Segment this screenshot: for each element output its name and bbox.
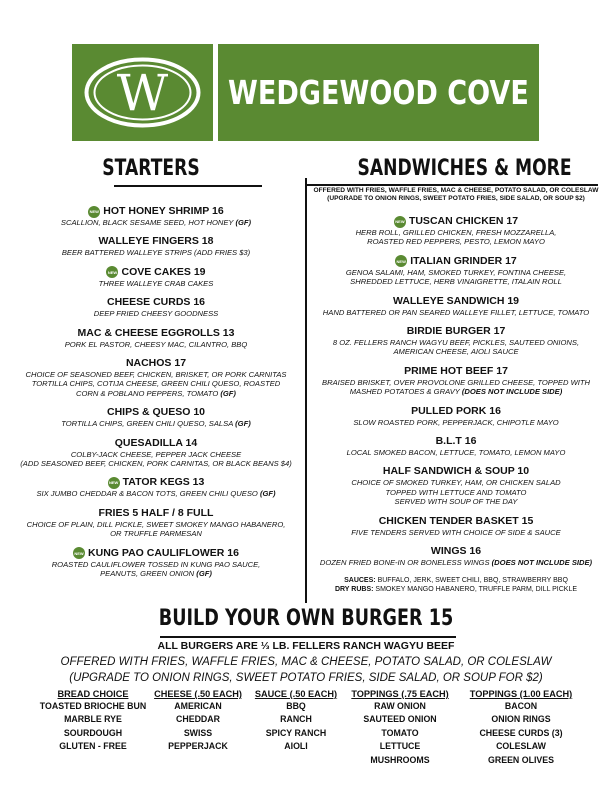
menu-item-name-row: [306, 405, 606, 418]
menu-item-note: (DOES NOT INCLUDE SIDE): [491, 558, 593, 568]
menu-item-name-row: [8, 357, 304, 370]
new-badge-icon: NEW: [106, 266, 118, 278]
burger-option-item: BACON: [504, 701, 538, 711]
menu-item: [306, 435, 606, 457]
menu-item-name: WINGS 16: [430, 545, 482, 558]
logo: [72, 44, 213, 141]
menu-item: [306, 405, 606, 427]
menu-item-name-row: [8, 266, 304, 279]
menu-item: [306, 365, 606, 397]
menu-item: [8, 357, 304, 398]
menu-item-description: SCALLION, BLACK SESAME SEED, HOT HONEY (GF): [60, 218, 252, 227]
burger-option-item: LETTUCE: [379, 741, 421, 752]
menu-item: [306, 215, 606, 247]
menu-item-name-row: [306, 545, 606, 558]
burger-option-item: SWISS: [183, 727, 213, 738]
menu-item: [306, 515, 606, 537]
menu-item-description: 8 OZ. FELLERS RANCH WAGYU BEEF, PICKLES, SAUTEED ONIONS, AMERICAN CHEESE, AIOLI SAUCE: [332, 338, 580, 357]
burger-option-item: RAW ONION: [374, 701, 426, 711]
menu-item-name-row: [8, 406, 304, 419]
menu-item-name: CHICKEN TENDER BASKET 15: [378, 514, 534, 527]
menu-item-description: GENOA SALAMI, HAM, SMOKED TURKEY, FONTINA CHEESE, SHREDDED LETTUCE, HERB VINAIGRETTE, ITALAIN ROLL: [345, 267, 567, 287]
menu-item-name: BIRDIE BURGER 17: [406, 325, 506, 338]
burger-option-item: PEPPERJACK: [168, 741, 228, 752]
burger-option-column: [142, 688, 254, 754]
menu-item: [8, 266, 304, 288]
menu-item-name-row: [306, 465, 606, 478]
menu-item-name: WALLEYE FINGERS 18: [98, 235, 214, 248]
menu-item-description: DOZEN FRIED BONE-IN OR BONELESS WINGS (DOES NOT INCLUDE SIDE): [319, 558, 593, 568]
burger-option-heading: BREAD CHOICE: [57, 689, 129, 699]
burger-option-item: COLESLAW: [496, 741, 546, 752]
menu-item-name-row: [306, 295, 606, 308]
gluten-free-tag: (GF): [235, 218, 252, 227]
menu-item-description: HAND BATTERED OR PAN SEARED WALLEYE FILLET, LETTUCE, TOMATO: [322, 307, 590, 317]
menu-item-name-row: [8, 296, 304, 309]
burger-option-heading: TOPPINGS (1.00 EACH): [469, 689, 573, 699]
burger-option-item: SAUTEED ONION: [363, 714, 437, 725]
menu-item: [8, 205, 304, 227]
burger-option-item: ONION RINGS: [491, 714, 551, 725]
menu-item-description: BRAISED BRISKET, OVER PROVOLONE GRILLED CHEESE, TOPPED WITH MASHED POTATOES & GRAVY (DOES NOT INCLUDE SIDE): [322, 377, 590, 397]
menu-item-description: FIVE TENDERS SERVED WITH CHOICE OF SIDE & SAUCE: [351, 527, 561, 537]
menu-item-description: TORTILLA CHIPS, GREEN CHILI QUESO, SALSA (GF): [61, 419, 251, 429]
starters-list: [8, 205, 304, 587]
burger-option-item: BBQ: [286, 701, 306, 711]
sandwiches-rule: [306, 184, 598, 186]
burger-option-column: [344, 688, 456, 767]
menu-item-name-row: [306, 435, 606, 448]
menu-item-name: HALF SANDWICH & SOUP 10: [382, 465, 530, 478]
menu-item-description: DEEP FRIED CHEESY GOODNESS: [93, 309, 219, 319]
menu-item-name: TUSCAN CHICKEN 17: [408, 215, 519, 227]
menu-item-name: TATOR KEGS 13: [122, 476, 205, 489]
burger-option-heading: CHEESE (.50 EACH): [154, 689, 242, 699]
menu-item-name: PULLED PORK 16: [411, 404, 501, 417]
starters-rule: [114, 185, 262, 187]
burger-option-column: [246, 688, 346, 754]
burger-option-item: GLUTEN - FREE: [59, 741, 127, 752]
new-badge-icon: NEW: [108, 477, 120, 489]
burger-heading: BUILD YOUR OWN BURGER 15: [158, 606, 454, 631]
menu-item-description: CHOICE OF PLAIN, DILL PICKLE, SWEET SMOKEY MANGO HABANERO, OR TRUFFLE PARMESAN: [26, 519, 286, 539]
menu-item: [8, 476, 304, 498]
gluten-free-tag: (GF): [196, 569, 212, 579]
burger-option-item: AMERICAN: [174, 701, 222, 711]
menu-item: [8, 235, 304, 257]
menu-item: [8, 507, 304, 539]
menu-item-name: ITALIAN GRINDER 17: [410, 254, 517, 267]
menu-item-description: SIX JUMBO CHEDDAR & BACON TOTS, GREEN CHILI QUESO (GF): [36, 489, 276, 499]
restaurant-title: WEDGEWOOD COVE: [228, 73, 529, 112]
menu-item-name-row: [8, 507, 304, 520]
new-badge-icon: NEW: [73, 547, 85, 559]
sandwiches-side-note: OFFERED WITH FRIES, WAFFLE FRIES, MAC & CHEESE, POTATO SALAD, OR COLESLAW (UPGRADE TO ONION RINGS, SWEET POTATO FRIES, SIDE SALAD, OR SOUP $2): [313, 187, 599, 202]
menu-item-name: PRIME HOT BEEF 17: [404, 364, 508, 377]
burger-option-item: RANCH: [280, 714, 312, 725]
menu-item-name: B.L.T 16: [435, 435, 477, 448]
burger-option-item: AIOLI: [284, 741, 308, 752]
burger-rule: [160, 636, 456, 638]
gluten-free-tag: (GF): [220, 388, 236, 398]
burger-option-item: CHEESE CURDS (3): [479, 727, 563, 738]
menu-item-name: WALLEYE SANDWICH 19: [392, 294, 519, 307]
burger-offer-line1: OFFERED WITH FRIES, WAFFLE FRIES, MAC & CHEESE, POTATO SALAD, OR COLESLAW: [60, 656, 552, 668]
menu-item: [306, 255, 606, 287]
menu-item: [306, 465, 606, 506]
menu-item: [8, 406, 304, 428]
menu-item-name: COVE CAKES 19: [121, 265, 206, 278]
burger-option-item: TOMATO: [381, 727, 419, 738]
menu-item-name-row: [8, 205, 304, 218]
sandwiches-heading: SANDWICHES & MORE: [357, 156, 572, 181]
menu-item: [8, 437, 304, 469]
menu-item-name-row: [8, 327, 304, 340]
burger-option-item: TOASTED BRIOCHE BUN: [39, 701, 147, 711]
menu-item-name: QUESADILLA 14: [114, 436, 198, 449]
menu-item-name-row: [306, 215, 606, 228]
menu-item-name: NACHOS 17: [125, 357, 187, 370]
burger-option-column: [456, 688, 586, 767]
burger-option-column: [38, 688, 148, 754]
menu-item-name: HOT HONEY SHRIMP 16: [103, 205, 224, 217]
menu-item-description: PORK EL PASTOR, CHEESY MAC, CILANTRO, BBQ: [64, 339, 248, 349]
gluten-free-tag: (GF): [259, 489, 276, 499]
menu-item: [8, 327, 304, 349]
menu-item-name: MAC & CHEESE EGGROLLS 13: [77, 326, 235, 339]
menu-item-name-row: [306, 515, 606, 528]
menu-item-name-row: [8, 547, 304, 560]
burger-option-item: MUSHROOMS: [370, 754, 430, 765]
menu-item-description: CHOICE OF SEASONED BEEF, CHICKEN, BRISKET, OR PORK CARNITAS TORTILLA CHIPS, COTIJA CHEESE, GREEN CHILI QUESO, ROASTED CORN & POBLANO PEPPERS, TOMATO (GF): [25, 370, 287, 398]
menu-item-name-row: [306, 325, 606, 338]
menu-item: [8, 547, 304, 579]
new-badge-icon: NEW: [395, 255, 407, 267]
menu-item: [8, 296, 304, 318]
wings-sauces: SAUCES: BUFFALO, JERK, SWEET CHILI, BBQ, STRAWBERRY BBQ: [344, 576, 568, 584]
menu-item-description: COLBY-JACK CHEESE, PEPPER JACK CHEESE (ADD SEASONED BEEF, CHICKEN, PORK CARNITAS, OR BLACK BEANS $4): [20, 449, 292, 469]
menu-item-description: BEER BATTERED WALLEYE STRIPS (ADD FRIES $3): [61, 248, 251, 258]
menu-item-name-row: [8, 476, 304, 489]
menu-item-name-row: [8, 437, 304, 450]
menu-item: [306, 325, 606, 357]
restaurant-title-banner: [218, 44, 539, 141]
burger-option-item: SOURDOUGH: [63, 727, 123, 738]
burger-subheading: ALL BURGERS ARE ⅓ LB. FELLERS RANCH WAGYU BEEF: [157, 640, 455, 652]
burger-offer-line2: (UPGRADE TO ONION RINGS, SWEET POTATO FRIES, SIDE SALAD, OR SOUP FOR $2): [69, 672, 543, 684]
menu-item-description: SLOW ROASTED PORK, PEPPERJACK, CHIPOTLE MAYO: [353, 417, 559, 427]
menu-item-description: LOCAL SMOKED BACON, LETTUCE, TOMATO, LEMON MAYO: [346, 448, 566, 458]
burger-option-heading: SAUCE (.50 EACH): [254, 689, 338, 699]
burger-option-item: SPICY RANCH: [265, 727, 327, 738]
menu-item-description: THREE WALLEYE CRAB CAKES: [98, 278, 214, 288]
menu-item-note: (DOES NOT INCLUDE SIDE): [461, 387, 563, 397]
new-badge-icon: NEW: [88, 206, 100, 218]
menu-item-name: KUNG PAO CAULIFLOWER 16: [88, 546, 239, 559]
menu-item-name-row: [8, 235, 304, 248]
menu-item-name: FRIES 5 HALF / 8 FULL: [98, 506, 214, 519]
logo-emblem-icon: [72, 44, 213, 141]
menu-item-description: CHOICE OF SMOKED TURKEY, HAM, OR CHICKEN SALAD TOPPED WITH LETTUCE AND TOMATO SERVED WITH SOUP OF THE DAY: [351, 478, 561, 507]
burger-option-heading: TOPPINGS (.75 EACH): [351, 689, 449, 699]
new-badge-icon: NEW: [394, 216, 406, 228]
logo-letter: W: [116, 64, 169, 122]
burger-option-item: GREEN OLIVES: [488, 754, 554, 765]
menu-item-description: HERB ROLL, GRILLED CHICKEN, FRESH MOZZARELLA, ROASTED RED PEPPERS, PESTO, LEMON MAYO: [355, 228, 557, 247]
menu-item-description: ROASTED CAULIFLOWER TOSSED IN KUNG PAO SAUCE, PEANUTS, GREEN ONION (GF): [51, 559, 261, 579]
gluten-free-tag: (GF): [235, 419, 251, 429]
starters-heading: STARTERS: [102, 156, 200, 181]
menu-item: [306, 295, 606, 317]
menu-item-name-row: [306, 255, 606, 268]
menu-item-name-row: [306, 365, 606, 378]
burger-option-item: CHEDDAR: [176, 714, 220, 725]
sandwiches-list: [306, 187, 606, 594]
menu-item: [306, 545, 606, 567]
menu-item-name: CHIPS & QUESO 10: [106, 406, 206, 419]
menu-item-name: CHEESE CURDS 16: [106, 296, 206, 309]
wings-rubs: DRY RUBS: SMOKEY MANGO HABANERO, TRUFFLE PARM, DILL PICKLE: [334, 585, 578, 593]
burger-option-item: MARBLE RYE: [64, 714, 122, 725]
